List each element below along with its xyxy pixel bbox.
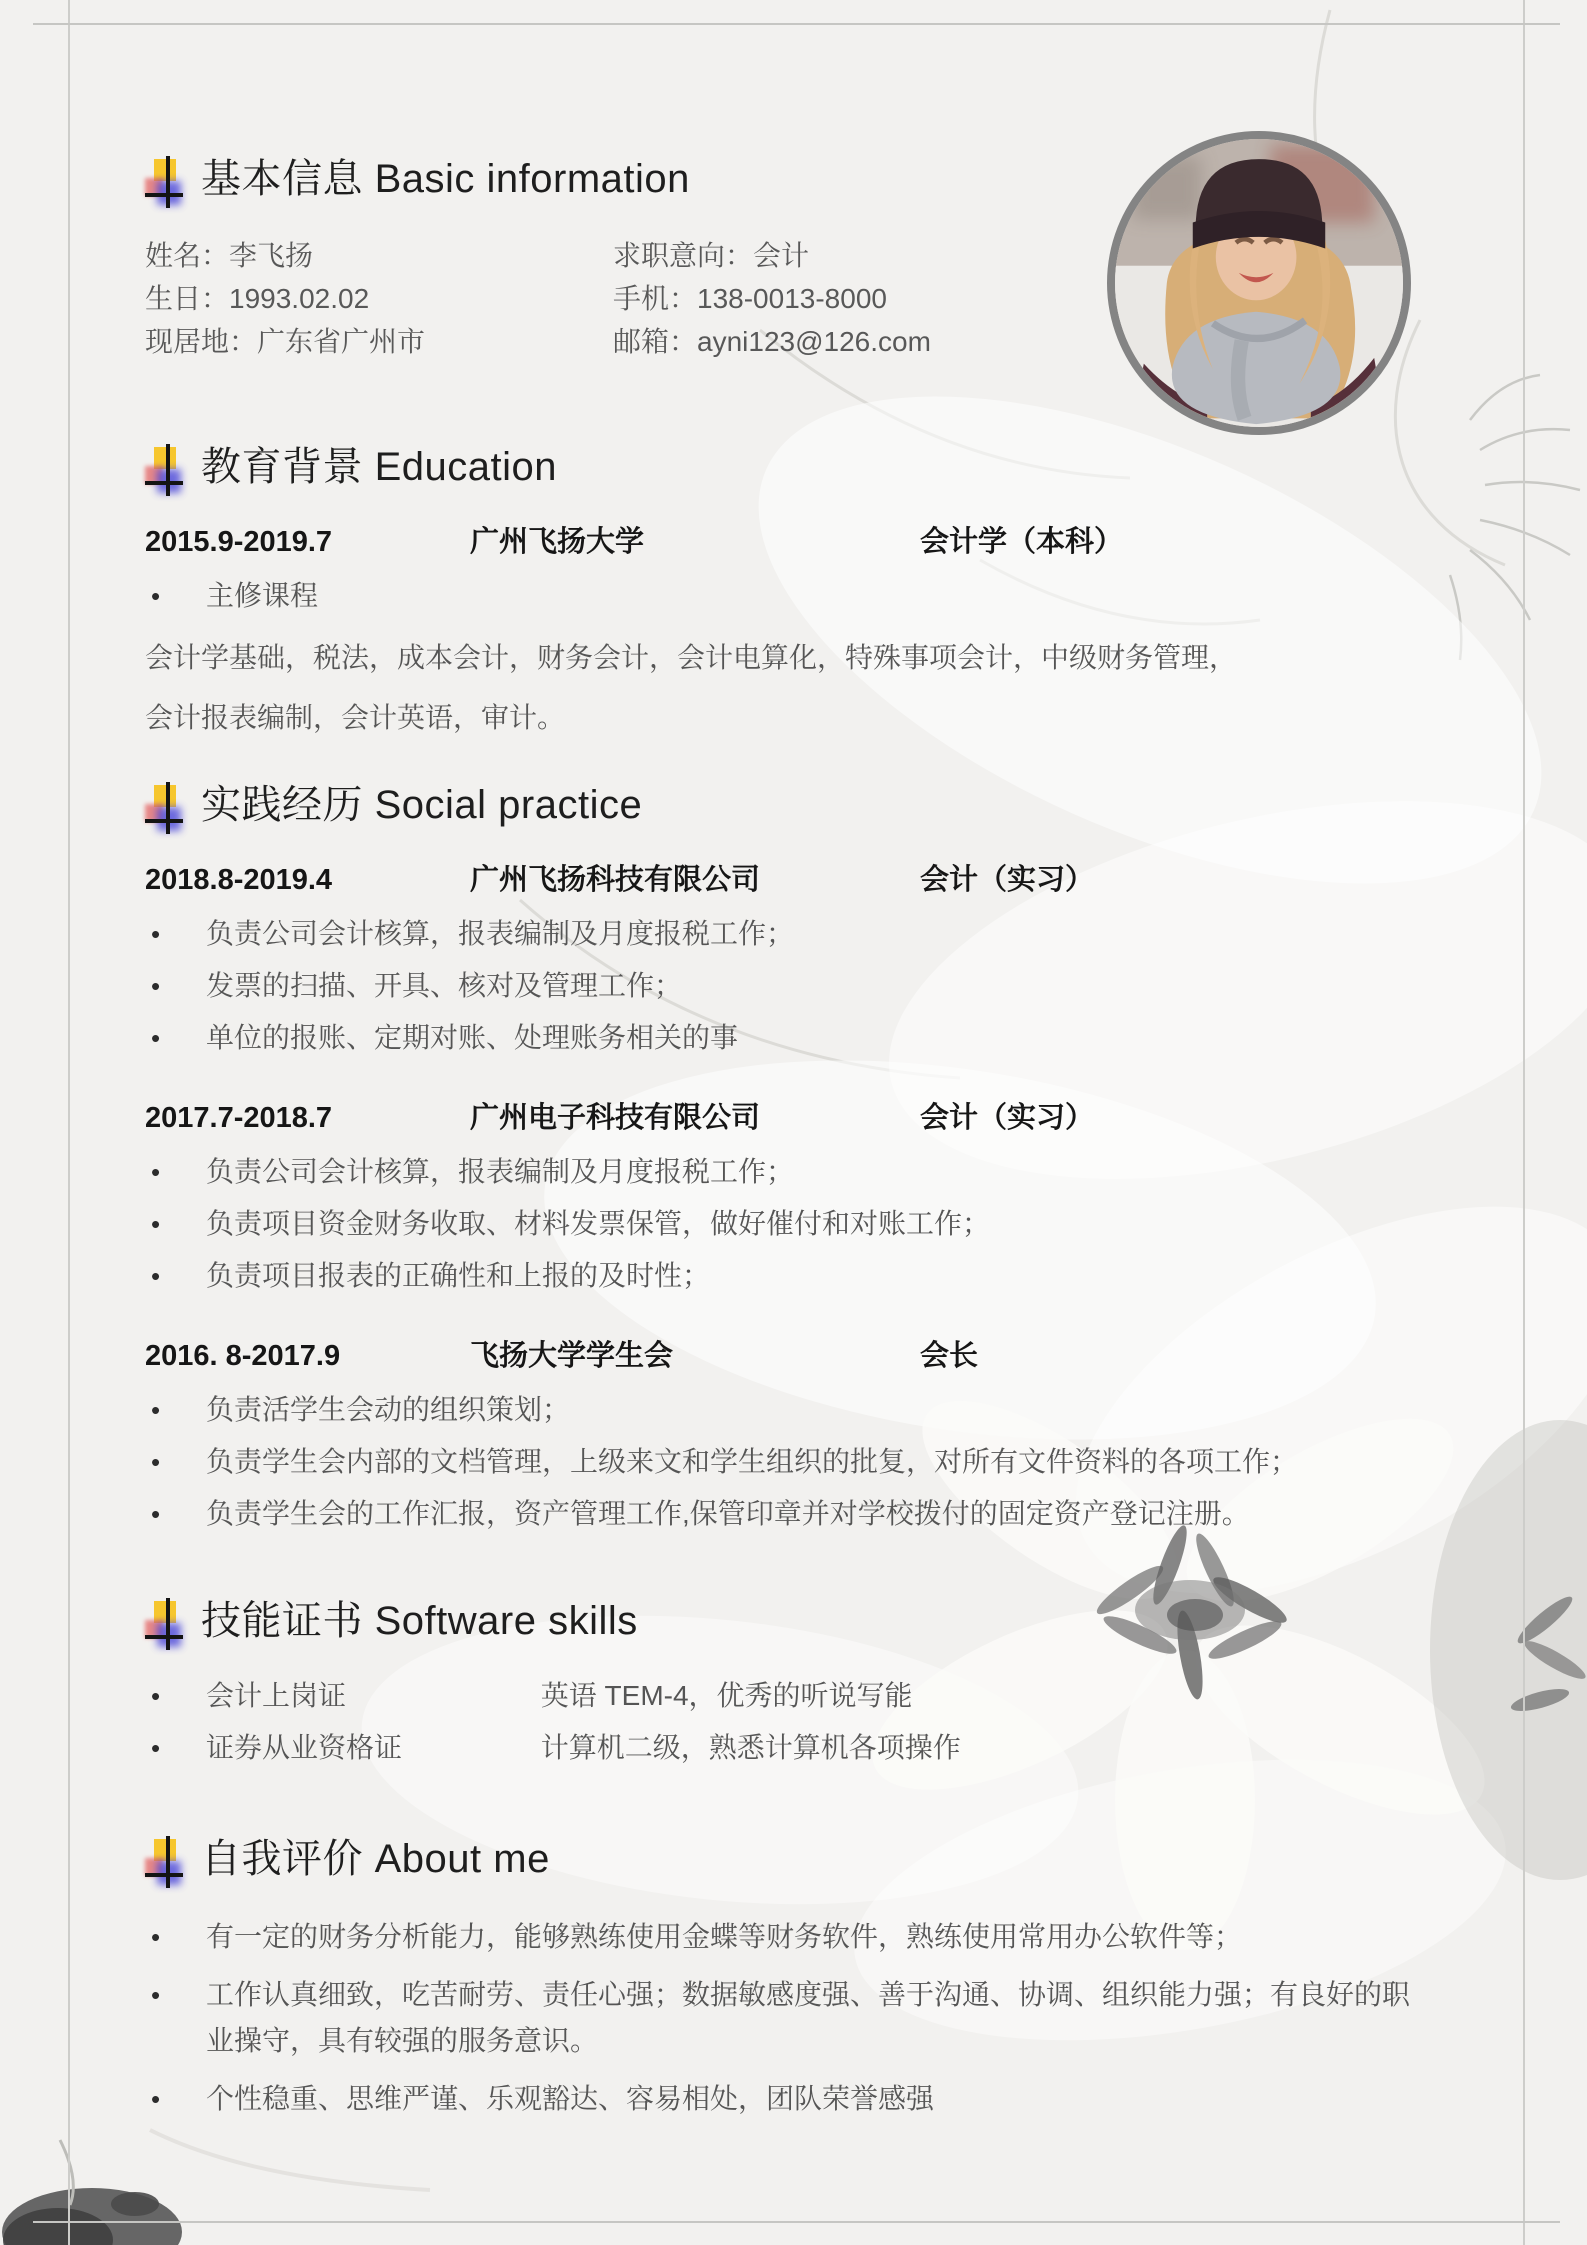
bullet-item: • 工作认真细致，吃苦耐劳、责任心强；数据敏感度强、善于沟通、协调、组织能力强；有良好的职业操守，具有较强的服务意识。 xyxy=(145,1972,1425,2064)
info-row xyxy=(145,234,1425,277)
practice-entry-head xyxy=(145,860,1425,900)
job-intention-field: 求职意向：会计 xyxy=(613,240,810,271)
bullet-item: • 负责公司会计核算，报表编制及月度报税工作； xyxy=(145,1152,1425,1192)
info-row xyxy=(145,320,1425,363)
practice-bullets xyxy=(145,1390,1425,1534)
entry-company: 广州飞扬科技有限公司 xyxy=(470,864,761,896)
entry-role: 会计（实习） xyxy=(920,1102,1095,1134)
section-about-me xyxy=(145,1830,1425,2134)
course-detail-line: 会计学基础，税法，成本会计，财务会计，会计电算化，特殊事项会计，中级财务管理， xyxy=(145,642,1238,673)
basic-info-grid xyxy=(145,234,1425,363)
cross-accent-icon xyxy=(145,1598,183,1650)
section-header xyxy=(145,1830,1425,1888)
bullet-item: • 主修课程 xyxy=(145,576,1425,616)
bullet-item: • 有一定的财务分析能力，能够熟练使用金蝶等财务软件，熟练使用常用办公软件等； xyxy=(145,1914,1425,1960)
residence-field: 现居地：广东省广州市 xyxy=(145,326,426,357)
section-education xyxy=(145,438,1425,788)
cross-accent-icon xyxy=(145,782,183,834)
section-title: 自我评价 About me xyxy=(201,1837,550,1881)
section-basic-information xyxy=(145,150,1425,363)
practice-entry xyxy=(145,1336,1425,1534)
bullet-item: • 负责项目资金财务收取、材料发票保管，做好催付和对账工作； xyxy=(145,1204,1425,1244)
course-detail-line: 会计报表编制，会计英语，审计。 xyxy=(145,702,566,733)
section-social-practice xyxy=(145,776,1425,1574)
section-title: 教育背景 Education xyxy=(201,445,558,489)
bullet-item: • 负责活学生会动的组织策划； xyxy=(145,1390,1425,1430)
entry-role: 会计（实习） xyxy=(920,864,1095,896)
entry-period: 2015.9-2019.7 xyxy=(145,526,333,558)
birthday-field: 生日：1993.02.02 xyxy=(145,283,370,314)
entry-school: 广州飞扬大学 xyxy=(470,526,645,558)
practice-bullets xyxy=(145,1152,1425,1296)
section-header xyxy=(145,438,1425,496)
skill-certificate: 会计上岗证 xyxy=(206,1680,347,1711)
skill-detail: 计算机二级，熟悉计算机各项操作 xyxy=(540,1732,961,1763)
bullet-item: • 发票的扫描、开具、核对及管理工作； xyxy=(145,966,1425,1006)
education-bullets xyxy=(145,576,1425,616)
skills-list xyxy=(145,1676,1425,1768)
skill-row xyxy=(145,1728,1425,1768)
bullet-item: • 负责学生会的工作汇报，资产管理工作,保管印章并对学校拨付的固定资产登记注册。 xyxy=(145,1494,1425,1534)
entry-period: 2016. 8-2017.9 xyxy=(145,1340,341,1372)
section-header xyxy=(145,150,1425,208)
name-field: 姓名：李飞扬 xyxy=(145,240,314,271)
skill-row xyxy=(145,1676,1425,1716)
entry-period: 2017.7-2018.7 xyxy=(145,1102,333,1134)
bullet-item: • 负责公司会计核算，报表编制及月度报税工作； xyxy=(145,914,1425,954)
course-detail xyxy=(145,628,1425,748)
skill-certificate: 证券从业资格证 xyxy=(206,1732,403,1763)
cross-accent-icon xyxy=(145,1836,183,1888)
frame-line-bottom xyxy=(33,2221,1560,2223)
education-entry-head xyxy=(145,522,1425,562)
entry-organization: 飞扬大学学生会 xyxy=(470,1340,674,1372)
cross-accent-icon xyxy=(145,156,183,208)
info-row xyxy=(145,277,1425,320)
page-title: 基本信息 Basic information xyxy=(201,157,690,201)
entry-period: 2018.8-2019.4 xyxy=(145,864,333,896)
section-software-skills xyxy=(145,1592,1425,1780)
bullet-item: • 负责学生会内部的文档管理，上级来文和学生组织的批复，对所有文件资料的各项工作； xyxy=(145,1442,1425,1482)
section-header xyxy=(145,776,1425,834)
bullet-item: • 单位的报账、定期对账、处理账务相关的事 xyxy=(145,1018,1425,1058)
section-title: 技能证书 Software skills xyxy=(201,1599,638,1643)
entry-role: 会长 xyxy=(920,1340,979,1372)
practice-entry-head xyxy=(145,1098,1425,1138)
email-field: 邮箱：ayni123@126.com xyxy=(613,326,931,357)
practice-entry xyxy=(145,860,1425,1058)
bullet-item: • 负责项目报表的正确性和上报的及时性； xyxy=(145,1256,1425,1296)
practice-entry xyxy=(145,1098,1425,1296)
frame-line-top xyxy=(33,23,1560,25)
section-title: 实践经历 Social practice xyxy=(201,783,643,827)
cross-accent-icon xyxy=(145,444,183,496)
section-header xyxy=(145,1592,1425,1650)
bullet-item: • 个性稳重、思维严谨、乐观豁达、容易相处，团队荣誉感强 xyxy=(145,2076,1425,2122)
practice-entry-head xyxy=(145,1336,1425,1376)
entry-major: 会计学（本科） xyxy=(920,526,1124,558)
about-list xyxy=(145,1914,1425,2122)
skill-detail: 英语 TEM-4，优秀的听说写能 xyxy=(540,1680,913,1711)
frame-line-right xyxy=(1523,0,1525,2245)
frame-line-left xyxy=(68,0,70,2245)
education-entry xyxy=(145,522,1425,748)
practice-bullets xyxy=(145,914,1425,1058)
entry-company: 广州电子科技有限公司 xyxy=(470,1102,761,1134)
phone-field: 手机：138-0013-8000 xyxy=(613,283,887,314)
